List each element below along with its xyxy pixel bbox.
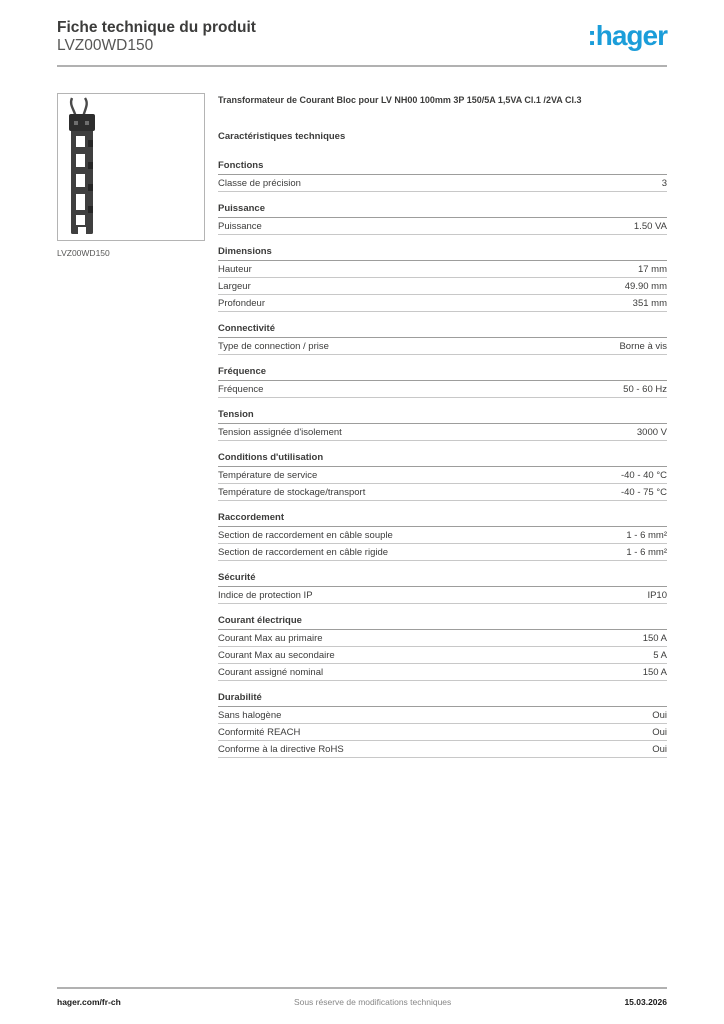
- spec-label: Température de service: [218, 470, 318, 482]
- spec-value: 3: [661, 178, 667, 190]
- page-content: [57, 0, 667, 767]
- section-rows: [218, 381, 667, 398]
- spec-row: [218, 381, 667, 398]
- spec-row: [218, 527, 667, 544]
- spec-section: [218, 510, 667, 561]
- spec-row: [218, 467, 667, 484]
- transformer-head: [69, 114, 95, 131]
- slot: [76, 194, 85, 210]
- terminal-dot: [74, 121, 78, 125]
- section-title: Sécurité: [218, 570, 667, 587]
- spec-section: [218, 690, 667, 758]
- slot: [76, 174, 85, 187]
- spec-section: [218, 321, 667, 355]
- section-rows: [218, 707, 667, 758]
- bottom-cutout: [78, 227, 86, 234]
- spec-label: Puissance: [218, 221, 262, 233]
- spec-label: Courant Max au secondaire: [218, 650, 335, 662]
- spec-value: 351 mm: [632, 298, 667, 310]
- section-rows: [218, 424, 667, 441]
- spec-row: [218, 741, 667, 758]
- footer-divider: [57, 987, 667, 989]
- spec-value: 1.50 VA: [633, 221, 667, 233]
- spec-value: 5 A: [653, 650, 667, 662]
- spec-value: 49.90 mm: [624, 281, 667, 293]
- product-image-frame: [57, 93, 205, 241]
- spec-section: [218, 613, 667, 681]
- spec-row: [218, 707, 667, 724]
- spec-value: -40 - 75 °C: [620, 487, 667, 499]
- spec-row: [218, 724, 667, 741]
- main-area: [57, 93, 667, 767]
- section-title: Fonctions: [218, 158, 667, 175]
- section-rows: [218, 527, 667, 561]
- spec-label: Tension assignée d'isolement: [218, 427, 342, 439]
- footer-website-link[interactable]: hager.com/fr-ch: [57, 997, 121, 1007]
- slot: [76, 136, 85, 147]
- spec-label: Type de connection / prise: [218, 341, 329, 353]
- spec-value: 150 A: [642, 667, 667, 679]
- spec-label: Conformité REACH: [218, 727, 301, 739]
- section-rows: [218, 338, 667, 355]
- section-rows: [218, 218, 667, 235]
- section-title: Dimensions: [218, 244, 667, 261]
- spec-row: [218, 424, 667, 441]
- spec-section: [218, 158, 667, 192]
- spec-section: [218, 201, 667, 235]
- spec-label: Classe de précision: [218, 178, 301, 190]
- spec-row: [218, 218, 667, 235]
- spec-value: 1 - 6 mm²: [626, 530, 667, 542]
- notch: [88, 140, 93, 147]
- spec-section: [218, 364, 667, 398]
- page-header: [57, 0, 667, 67]
- spec-row: [218, 261, 667, 278]
- spec-value: 17 mm: [637, 264, 667, 276]
- spec-sections: [218, 158, 667, 758]
- footer-date: 15.03.2026: [624, 997, 667, 1007]
- spec-label: Courant Max au primaire: [218, 633, 323, 645]
- product-title: Transformateur de Courant Bloc pour LV NH00 100mm 3P 150/5A 1,5VA Cl.1 /2VA Cl.3: [218, 95, 582, 105]
- section-title: Connectivité: [218, 321, 667, 338]
- notch: [88, 162, 93, 169]
- spec-value: Borne à vis: [619, 341, 667, 353]
- header-divider: [57, 65, 667, 67]
- spec-value: 50 - 60 Hz: [623, 384, 667, 396]
- section-rows: [218, 175, 667, 192]
- product-reference: LVZ00WD150: [57, 37, 154, 54]
- product-image-column: [57, 93, 205, 767]
- section-title: Courant électrique: [218, 613, 667, 630]
- spec-row: [218, 278, 667, 295]
- section-title: Tension: [218, 407, 667, 424]
- spec-value: Oui: [652, 710, 667, 722]
- notch: [88, 184, 93, 191]
- spec-label: Sans halogène: [218, 710, 282, 722]
- spec-row: [218, 587, 667, 604]
- spec-value: 150 A: [642, 633, 667, 645]
- spec-value: IP10: [647, 590, 667, 602]
- spec-value: 1 - 6 mm²: [626, 547, 667, 559]
- spec-label: Section de raccordement en câble rigide: [218, 547, 389, 559]
- notch: [88, 206, 93, 213]
- page-footer: [57, 987, 667, 1007]
- characteristics-heading: Caractéristiques techniques: [218, 131, 346, 143]
- page-title: Fiche technique du produit: [57, 19, 256, 36]
- spec-label: Section de raccordement en câble souple: [218, 530, 393, 542]
- slot: [76, 154, 85, 167]
- spec-column: [218, 93, 667, 767]
- footer-row: [57, 997, 667, 1007]
- section-rows: [218, 467, 667, 501]
- spec-value: Oui: [652, 727, 667, 739]
- slot: [76, 215, 85, 225]
- product-image-caption: LVZ00WD150: [57, 248, 110, 258]
- product-photo: [58, 94, 204, 240]
- spec-label: Largeur: [218, 281, 251, 293]
- section-rows: [218, 261, 667, 312]
- spec-section: [218, 570, 667, 604]
- spec-label: Courant assigné nominal: [218, 667, 324, 679]
- spec-row: [218, 544, 667, 561]
- section-title: Fréquence: [218, 364, 667, 381]
- spec-label: Conforme à la directive RoHS: [218, 744, 344, 756]
- spec-row: [218, 647, 667, 664]
- section-title: Durabilité: [218, 690, 667, 707]
- section-title: Puissance: [218, 201, 667, 218]
- spec-value: Oui: [652, 744, 667, 756]
- spec-label: Indice de protection IP: [218, 590, 313, 602]
- spec-row: [218, 484, 667, 501]
- section-title: Conditions d'utilisation: [218, 450, 667, 467]
- spec-section: [218, 244, 667, 312]
- spec-row: [218, 175, 667, 192]
- spec-label: Fréquence: [218, 384, 264, 396]
- hager-logo: :hager: [587, 20, 667, 51]
- spec-row: [218, 338, 667, 355]
- spec-row: [218, 630, 667, 647]
- spec-section: [218, 450, 667, 501]
- terminal-dot: [85, 121, 89, 125]
- spec-section: [218, 407, 667, 441]
- spec-label: Profondeur: [218, 298, 266, 310]
- footer-disclaimer: Sous réserve de modifications techniques: [293, 997, 452, 1007]
- section-title: Raccordement: [218, 510, 667, 527]
- spec-label: Hauteur: [218, 264, 252, 276]
- spec-value: 3000 V: [636, 427, 667, 439]
- spec-row: [218, 664, 667, 681]
- section-rows: [218, 587, 667, 604]
- spec-row: [218, 295, 667, 312]
- section-rows: [218, 630, 667, 681]
- spec-value: -40 - 40 °C: [620, 470, 667, 482]
- spec-label: Température de stockage/transport: [218, 487, 366, 499]
